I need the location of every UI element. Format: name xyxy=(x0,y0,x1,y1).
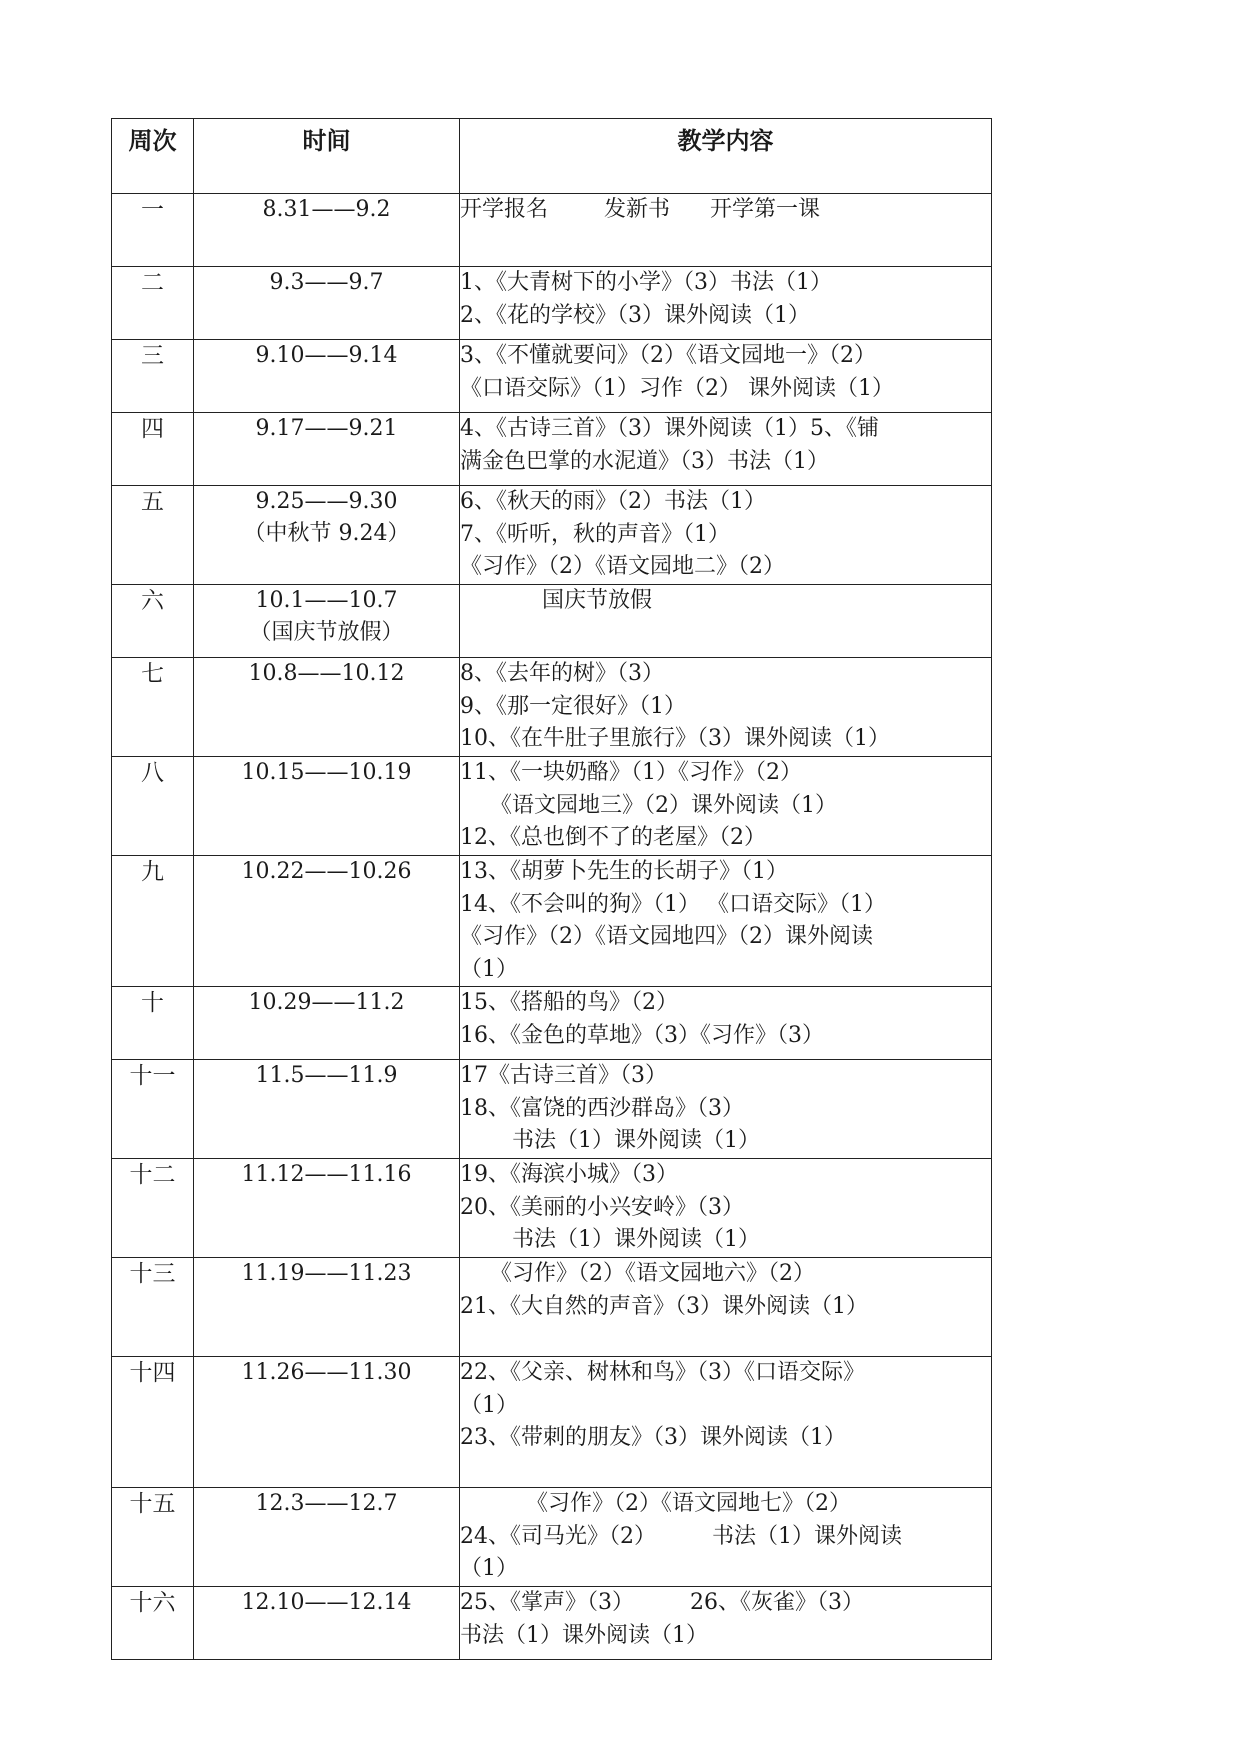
time-cell xyxy=(194,413,460,486)
content-line: 15、《搭船的鸟》（2） xyxy=(460,990,678,1015)
content-cell xyxy=(460,1258,992,1357)
teaching-schedule-table xyxy=(111,118,992,1660)
content-cell xyxy=(460,486,992,585)
content-line: （1） xyxy=(460,956,518,982)
time-cell xyxy=(194,194,460,267)
content-line xyxy=(460,194,991,227)
time-cell xyxy=(194,987,460,1060)
week-cell: 十三 xyxy=(112,1258,194,1357)
content-line: 21、《大自然的声音》（3）课外阅读（1） xyxy=(460,1293,868,1319)
week-cell: 四 xyxy=(112,413,194,486)
week-cell: 三 xyxy=(112,340,194,413)
content-item: 书法（1）课外阅读 xyxy=(712,1523,902,1549)
content-cell xyxy=(460,413,992,486)
content-line: 《语文园地三》（2）课外阅读（1） xyxy=(490,792,837,818)
content-line: 14、《不会叫的狗》（1） 《口语交际》（1） xyxy=(460,891,886,917)
header-content: 教学内容 xyxy=(460,119,992,194)
header-week: 周次 xyxy=(112,119,194,194)
content-item: 开学报名 xyxy=(460,197,549,222)
time-line: 9.17——9.21 xyxy=(255,416,398,441)
header-time: 时间 xyxy=(194,119,460,194)
content-cell xyxy=(460,1060,992,1159)
table-row xyxy=(112,194,992,267)
content-line: 12、《总也倒不了的老屋》（2） xyxy=(460,825,766,850)
time-line: 9.10——9.14 xyxy=(255,343,398,368)
time-cell xyxy=(194,1258,460,1357)
table-row xyxy=(112,340,992,413)
content-line: 10、《在牛肚子里旅行》（3）课外阅读（1） xyxy=(460,726,890,751)
time-cell xyxy=(194,1159,460,1258)
time-line: 11.5——11.9 xyxy=(255,1063,398,1088)
table-row xyxy=(112,267,992,340)
content-line: 17《古诗三首》（3） xyxy=(460,1063,667,1088)
content-cell xyxy=(460,194,992,267)
content-cell xyxy=(460,267,992,340)
content-item: 发新书 xyxy=(604,197,671,222)
time-cell xyxy=(194,486,460,585)
time-cell xyxy=(194,340,460,413)
table-row xyxy=(112,1159,992,1258)
content-line: 9、《那一定很好》（1） xyxy=(460,693,686,719)
content-line: （1） xyxy=(460,1556,518,1581)
time-line: 12.10——12.14 xyxy=(241,1590,412,1615)
week-cell: 二 xyxy=(112,267,194,340)
content-cell xyxy=(460,856,992,987)
table-row xyxy=(112,1587,992,1660)
table-row xyxy=(112,757,992,856)
time-line: 10.1——10.7 xyxy=(255,588,398,613)
time-cell xyxy=(194,856,460,987)
time-line: 8.31——9.2 xyxy=(262,197,391,222)
time-line: 9.3——9.7 xyxy=(269,270,384,295)
table-row xyxy=(112,585,992,658)
content-cell xyxy=(460,1159,992,1258)
content-cell xyxy=(460,658,992,757)
content-line: （1） xyxy=(460,1392,518,1418)
week-cell: 八 xyxy=(112,757,194,856)
time-cell xyxy=(194,1587,460,1660)
week-cell: 十一 xyxy=(112,1060,194,1159)
table-row xyxy=(112,1060,992,1159)
content-line: 3、《不懂就要问》（2）《语文园地一》（2） xyxy=(460,343,876,368)
content-cell xyxy=(460,1587,992,1660)
content-item: 25、《掌声》（3） xyxy=(460,1590,634,1615)
week-cell: 十五 xyxy=(112,1488,194,1587)
content-cell xyxy=(460,340,992,413)
content-cell xyxy=(460,1488,992,1587)
content-line: 6、《秋天的雨》（2）书法（1） xyxy=(460,489,766,514)
content-line: 国庆节放假 xyxy=(542,588,653,613)
time-line: 10.15——10.19 xyxy=(241,760,412,785)
table-row xyxy=(112,1357,992,1488)
content-cell xyxy=(460,585,992,658)
content-line: 20、《美丽的小兴安岭》（3） xyxy=(460,1194,744,1220)
week-cell: 七 xyxy=(112,658,194,757)
time-line: 11.19——11.23 xyxy=(241,1261,412,1286)
table-row xyxy=(112,856,992,987)
time-cell xyxy=(194,1488,460,1587)
time-cell xyxy=(194,585,460,658)
time-cell xyxy=(194,1357,460,1488)
time-line: 11.26——11.30 xyxy=(241,1360,412,1385)
week-cell: 十二 xyxy=(112,1159,194,1258)
content-line xyxy=(460,1587,991,1620)
time-line: 10.8——10.12 xyxy=(248,661,405,686)
content-line: 1、《大青树下的小学》（3）书法（1） xyxy=(460,270,832,295)
week-cell: 十六 xyxy=(112,1587,194,1660)
content-line: 书法（1）课外阅读（1） xyxy=(512,1128,760,1153)
time-cell xyxy=(194,757,460,856)
week-cell: 九 xyxy=(112,856,194,987)
time-line: 12.3——12.7 xyxy=(255,1491,398,1516)
content-cell xyxy=(460,1357,992,1488)
table-row xyxy=(112,1488,992,1587)
content-line: 《习作》（2）《语文园地四》（2）课外阅读 xyxy=(460,924,873,949)
table-row xyxy=(112,1258,992,1357)
content-cell xyxy=(460,757,992,856)
time-line: 9.25——9.30 xyxy=(255,489,398,514)
table-row xyxy=(112,658,992,757)
content-line: 8、《去年的树》（3） xyxy=(460,661,664,686)
time-cell xyxy=(194,267,460,340)
content-line: 《习作》（2）《语文园地七》（2） xyxy=(526,1491,851,1516)
week-cell: 十四 xyxy=(112,1357,194,1488)
time-note: （中秋节 9.24） xyxy=(243,521,410,546)
content-line: 19、《海滨小城》（3） xyxy=(460,1162,678,1187)
content-line: 4、《古诗三首》（3）课外阅读（1）5、《铺 xyxy=(460,416,879,441)
time-line: 11.12——11.16 xyxy=(241,1162,412,1187)
time-cell xyxy=(194,1060,460,1159)
content-line: 16、《金色的草地》（3）《习作》（3） xyxy=(460,1022,824,1048)
table-row xyxy=(112,486,992,585)
content-line: 11、《一块奶酪》（1）《习作》（2） xyxy=(460,760,802,785)
content-line: 22、《父亲、树林和鸟》（3）《口语交际》 xyxy=(460,1360,865,1385)
content-line: 书法（1）课外阅读（1） xyxy=(512,1227,760,1252)
content-item: 开学第一课 xyxy=(710,197,821,222)
table-row xyxy=(112,413,992,486)
content-line: 13、《胡萝卜先生的长胡子》（1） xyxy=(460,859,788,884)
week-cell: 六 xyxy=(112,585,194,658)
week-cell: 一 xyxy=(112,194,194,267)
content-line: 《习作》（2）《语文园地六》（2） xyxy=(490,1261,815,1286)
content-line xyxy=(460,1521,991,1554)
content-line: 7、《听听，秋的声音》（1） xyxy=(460,521,730,547)
content-line: 2、《花的学校》（3）课外阅读（1） xyxy=(460,302,810,328)
content-line: 《习作》（2）《语文园地二》（2） xyxy=(460,554,785,579)
content-cell xyxy=(460,987,992,1060)
time-line: 10.29——11.2 xyxy=(248,990,405,1015)
content-item: 24、《司马光》（2） xyxy=(460,1523,656,1549)
table-header-row xyxy=(112,119,992,194)
time-note: （国庆节放假） xyxy=(249,620,404,645)
content-line: 书法（1）课外阅读（1） xyxy=(460,1622,708,1648)
content-line: 《口语交际》（1）习作（2） 课外阅读（1） xyxy=(460,375,894,401)
week-cell: 五 xyxy=(112,486,194,585)
week-cell: 十 xyxy=(112,987,194,1060)
content-line: 18、《富饶的西沙群岛》（3） xyxy=(460,1095,744,1121)
time-cell xyxy=(194,658,460,757)
content-item: 26、《灰雀》（3） xyxy=(690,1590,864,1615)
content-line: 满金色巴掌的水泥道》（3）书法（1） xyxy=(460,448,829,474)
time-line: 10.22——10.26 xyxy=(241,859,412,884)
content-line: 23、《带刺的朋友》（3）课外阅读（1） xyxy=(460,1425,846,1450)
table-row xyxy=(112,987,992,1060)
